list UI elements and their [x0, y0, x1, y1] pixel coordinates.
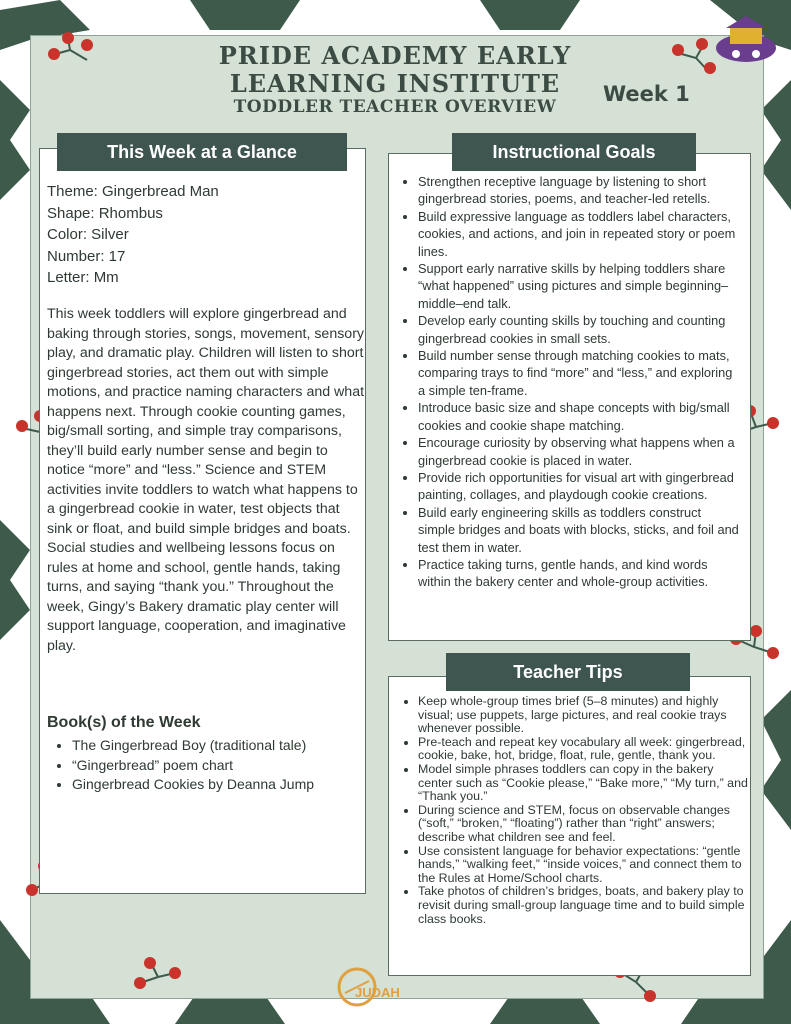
list-item: • Gingerbread Cookies by Deanna Jump: [72, 775, 314, 795]
pine-branch-top-center-icon: [190, 0, 300, 40]
books-heading: Book(s) of the Week: [47, 714, 201, 731]
pine-branch-left-lower-icon: [0, 520, 30, 640]
title-line-2: LEARNING INSTITUTE: [229, 69, 561, 98]
list-item: • Build expressive language as toddlers label characters, cookies, and actions, and join in repeated story or poem lines.: [418, 208, 740, 260]
title-line-1: PRIDE ACADEMY EARLY: [218, 41, 572, 70]
list-item: • Strengthen receptive language by listening to short gingerbread stories, poems, and teacher-led retells.: [418, 173, 740, 208]
list-item: • Provide rich opportunities for visual art with gingerbread painting, collages, and playdough cookie creations.: [418, 469, 740, 504]
books-list: [47, 736, 314, 795]
judah-logo-icon: [335, 965, 405, 1015]
shape-line: Shape: Rhombus: [47, 204, 163, 222]
list-item: • Develop early counting skills by touching and counting gingerbread cookies in small sets.: [418, 312, 740, 347]
list-item: • The Gingerbread Boy (traditional tale): [72, 736, 314, 756]
glance-facts: [47, 181, 219, 289]
list-item: • Use consistent language for behavior expectations: “gentle hands,” “walking feet,” “inside voices,” and connect them to the Rules at Home/School charts.: [418, 845, 750, 886]
page-subtitle: TODDLER TEACHER OVERVIEW: [233, 97, 557, 117]
list-item: • Build number sense through matching cookies to mats, comparing trays to find “more” and “less,” and exploring a simple ten-frame.: [418, 347, 740, 399]
goals-heading: Instructional Goals: [452, 133, 696, 171]
holly-berries-icon: [130, 955, 185, 995]
week-label: Week 1: [603, 82, 690, 106]
pine-branch-left-icon: [0, 80, 30, 200]
list-item: • Practice taking turns, gentle hands, and kind words within the bakery center and whole-group activities.: [418, 556, 740, 591]
week-summary: This week toddlers will explore gingerbread and baking through stories, songs, movement, sensory play, and dramatic play. Children will listen to short gingerbread stories, act them out with simple motions, and practice naming characters and what happens next. Through cookie counting games, big/small sorting, and simple tray comparisons, they’ll build early number sense and begin to notice “more” and “less.” Science and STEM activities invite toddlers to watch what happens to a gingerbread cookie in water, test objects that sink or float, and build simple bridges and boats. Social studies and wellbeing lessons focus on rules at home and school, gentle hands, taking turns, and saying “thank you.” Throughout the week, Gingy’s Bakery dramatic play center will support language, cooperation, and imaginative play.: [47, 306, 365, 654]
goals-list: [398, 173, 740, 639]
theme-line: Theme: Gingerbread Man: [47, 183, 219, 200]
letter-line: Letter: Mm: [47, 269, 119, 286]
list-item: • Pre-teach and repeat key vocabulary all week: gingerbread, cookie, bake, hot, bridge, float, rule, gentle, thank you.: [418, 736, 750, 763]
list-item: • Model simple phrases toddlers can copy in the bakery center such as “Cookie please,” “Bake more,” “My turn,” and “Thank you.”: [418, 763, 750, 804]
list-item: • Support early narrative skills by helping toddlers share “what happened” using pictures and simple beginning–middle–end talk.: [418, 260, 740, 312]
pine-branch-right-lower-icon: [761, 690, 791, 830]
page-title: [160, 42, 630, 98]
pine-branch-top-right-center-icon: [480, 0, 580, 40]
list-item: • During science and STEM, focus on observable changes (“soft,” “broken,” “floating”) rather than “right” answers; describe what children see and feel.: [418, 804, 750, 845]
tips-heading: Teacher Tips: [446, 653, 690, 691]
tips-list: [398, 695, 750, 926]
school-logo-icon: [712, 12, 780, 68]
list-item: • Keep whole-group times brief (5–8 minutes) and highly visual; use puppets, large pictures, and real cookie trays whenever possible.: [418, 695, 750, 736]
color-line: Color: Silver: [47, 226, 129, 243]
pine-branch-right-icon: [761, 80, 791, 210]
holly-berries-icon: [42, 30, 97, 70]
number-line: Number: 17: [47, 247, 126, 265]
list-item: • Encourage curiosity by observing what happens when a gingerbread cookie is placed in water.: [418, 434, 740, 469]
glance-heading: This Week at a Glance: [57, 133, 347, 171]
judah-logo-text: JUDAH: [355, 985, 400, 1000]
list-item: • “Gingerbread” poem chart: [72, 756, 314, 776]
list-item: • Take photos of children’s bridges, boats, and bakery play to revisit during small-group language time and to build simple class books.: [418, 885, 750, 926]
list-item: • Introduce basic size and shape concepts with big/small cookies and cookie shape matching.: [418, 399, 740, 434]
list-item: • Build early engineering skills as toddlers construct simple bridges and boats with blocks, sticks, and foil and test them in water.: [418, 504, 740, 556]
